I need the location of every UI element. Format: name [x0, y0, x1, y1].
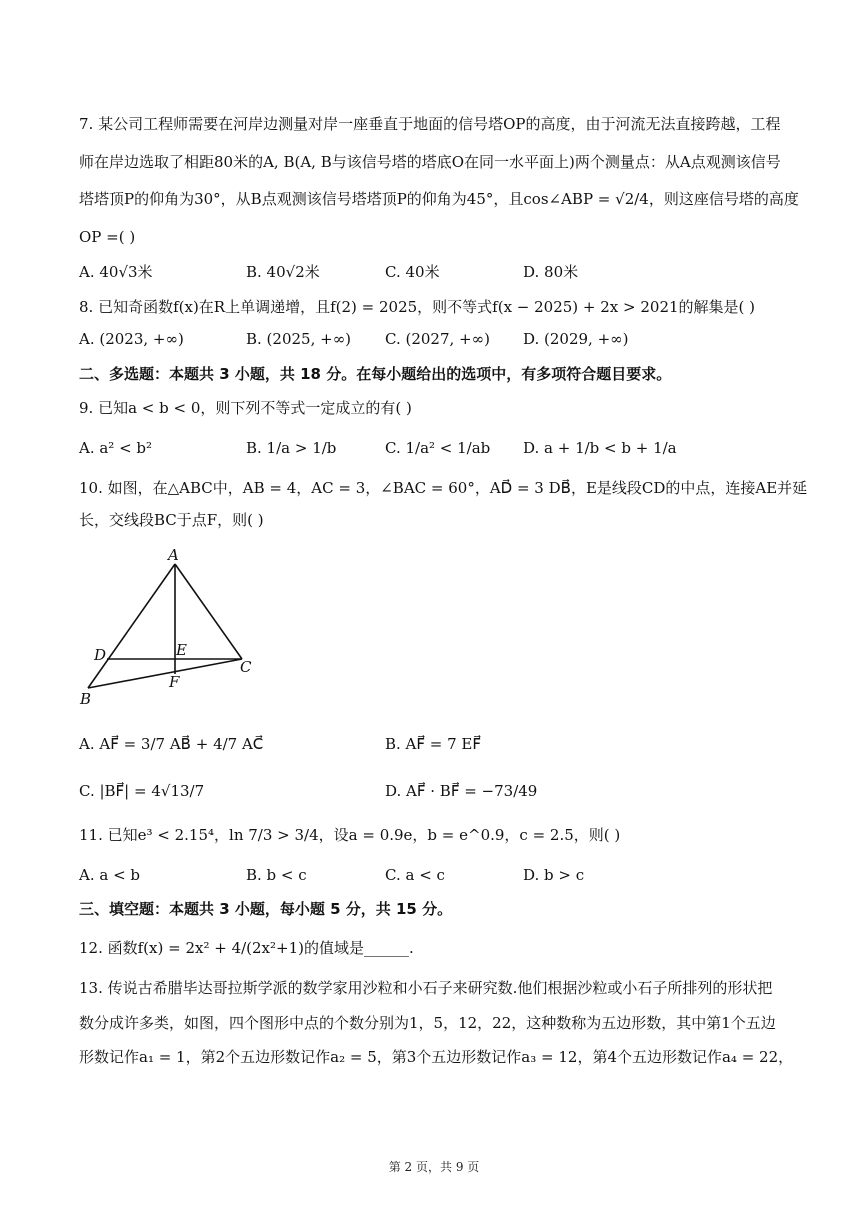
q7-option-c: C. 40米	[385, 263, 440, 281]
q9-line-1: 9. 已知a < b < 0，则下列不等式一定成立的有( )	[79, 399, 412, 417]
q13-line-1: 13. 传说古希腊毕达哥拉斯学派的数学家用沙粒和小石子来研究数.他们根据沙粒或小石子所排列的形状把	[79, 979, 773, 997]
page-footer: 第 2 页，共 9 页	[388, 1160, 480, 1174]
q8-line-1: 8. 已知奇函数f(x)在R上单调递增，且f(2) = 2025，则不等式f(x − 2025) + 2x > 2021的解集是( )	[79, 298, 756, 316]
label-b: B	[80, 690, 92, 708]
triangle-figure	[70, 542, 270, 712]
label-f: F	[169, 673, 180, 691]
q10-option-a: A. AF⃗ = 3/7 AB⃗ + 4/7 AC⃗	[79, 735, 264, 753]
q9-option-a: A. a² < b²	[79, 439, 153, 457]
section-2-heading: 二、多选题：本题共 3 小题，共 18 分。在每小题给出的选项中，有多项符合题目要求。	[79, 365, 672, 383]
q12-line-1: 12. 函数f(x) = 2x² + 4/(2x²+1)的值域是______.	[79, 939, 414, 957]
q10-line-1: 10. 如图，在△ABC中，AB = 4，AC = 3，∠BAC = 60°，AD⃗ = 3 DB⃗，E是线段CD的中点，连接AE并延	[79, 479, 808, 497]
q7-line-3: 塔塔顶P的仰角为30°，从B点观测该信号塔塔顶P的仰角为45°，且cos∠ABP = √2/4，则这座信号塔的高度	[79, 190, 799, 208]
q9-option-b: B. 1/a > 1/b	[246, 439, 337, 457]
q11-option-a: A. a < b	[79, 866, 141, 884]
label-a: A	[168, 546, 179, 564]
q8-option-b: B. (2025, +∞)	[246, 330, 352, 348]
q11-option-c: C. a < c	[385, 866, 445, 884]
q7-line-2: 师在岸边选取了相距80米的A, B(A, B与该信号塔的塔底O在同一水平面上)两个测量点：从A点观测该信号	[79, 153, 781, 171]
q8-option-a: A. (2023, +∞)	[79, 330, 184, 348]
q8-option-d: D. (2029, +∞)	[523, 330, 629, 348]
q8-option-c: C. (2027, +∞)	[385, 330, 490, 348]
q7-option-a: A. 40√3米	[79, 263, 153, 281]
q10-option-b: B. AF⃗ = 7 EF⃗	[385, 735, 482, 753]
q10-option-d: D. AF⃗ · BF⃗ = −73/49	[385, 782, 538, 800]
q13-line-2: 数分成许多类，如图，四个图形中点的个数分别为1，5，12，22，这种数称为五边形数，其中第1个五边	[79, 1014, 776, 1032]
section-3-heading: 三、填空题：本题共 3 小题，每小题 5 分，共 15 分。	[79, 900, 453, 918]
q7-option-d: D. 80米	[523, 263, 579, 281]
label-d: D	[94, 646, 107, 664]
q7-option-b: B. 40√2米	[246, 263, 320, 281]
q11-option-b: B. b < c	[246, 866, 307, 884]
q10-line-2: 长，交线段BC于点F，则( )	[79, 511, 264, 529]
q11-line-1: 11. 已知e³ < 2.15⁴，ln 7/3 > 3/4，设a = 0.9e，b = e^0.9，c = 2.5，则( )	[79, 826, 621, 844]
segment-ab	[88, 564, 175, 688]
segment-bc	[88, 659, 242, 688]
label-c: C	[240, 658, 252, 676]
q13-line-3: 形数记作a₁ = 1，第2个五边形数记作a₂ = 5，第3个五边形数记作a₃ = 12，第4个五边形数记作a₄ = 22，	[79, 1048, 794, 1066]
q7-line-1: 7. 某公司工程师需要在河岸边测量对岸一座垂直于地面的信号塔OP的高度，由于河流无法直接跨越，工程	[79, 115, 781, 133]
q11-option-d: D. b > c	[523, 866, 585, 884]
q7-line-4: OP =( )	[79, 228, 136, 246]
label-e: E	[176, 641, 187, 659]
q9-option-c: C. 1/a² < 1/ab	[385, 439, 491, 457]
q10-option-c: C. |BF⃗| = 4√13/7	[79, 782, 205, 800]
q9-option-d: D. a + 1/b < b + 1/a	[523, 439, 677, 457]
